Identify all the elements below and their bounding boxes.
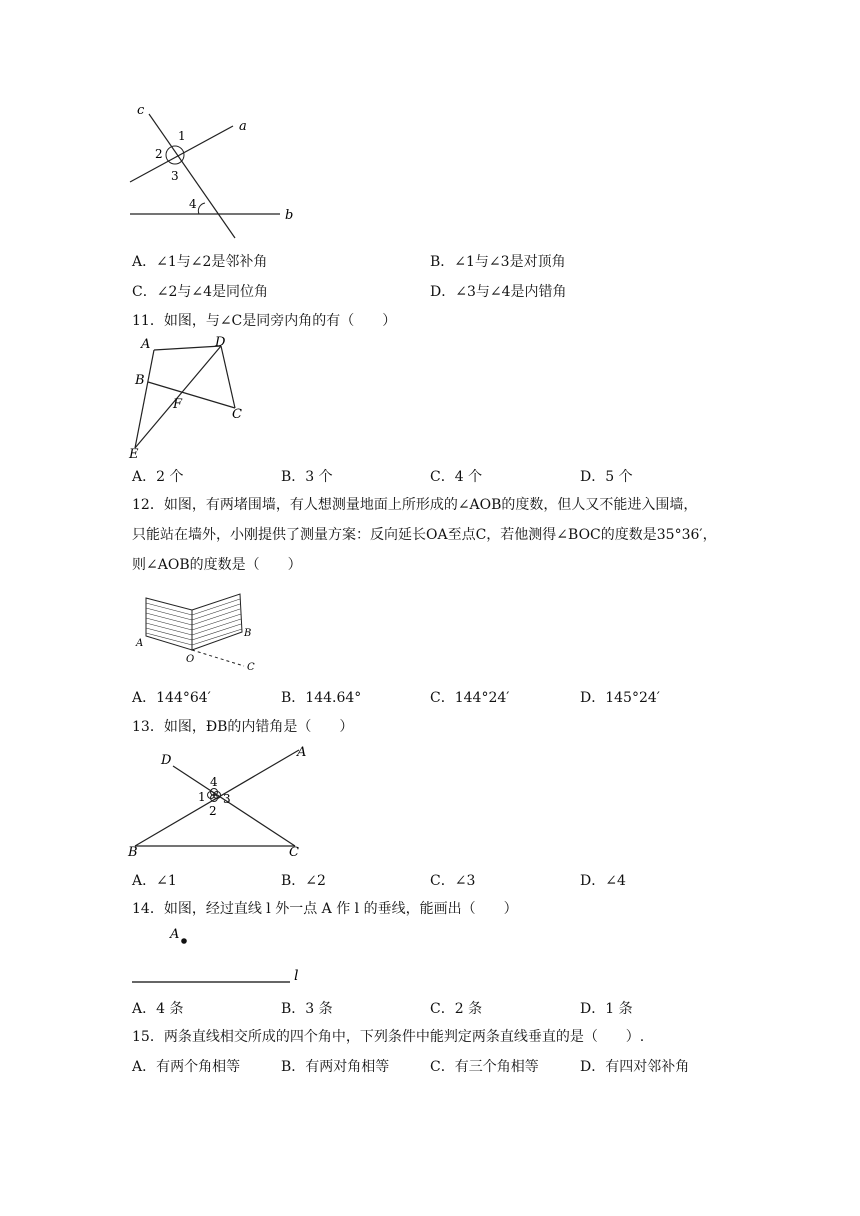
q14-stem: 14．如图，经过直线 l 外一点 A 作 l 的垂线，能画出（ ） [132,901,518,917]
q10-figure [125,98,305,243]
q12-wall-figure [132,590,272,672]
q13-label-2: 2 [209,804,217,818]
q10-option-a: A．∠1与∠2是邻补角 [132,254,268,270]
q11-option-b: B．3 个 [281,469,333,485]
q14-figure [128,922,318,992]
q14-option-b: B．3 条 [281,1001,333,1017]
q13-label-3: 3 [223,792,231,806]
q12-stem-line-3: 则∠AOB的度数是（ ） [132,557,302,573]
q12-stem-line-1: 12．如图，有两堵围墙，有人想测量地面上所形成的∠AOB的度数，但人又不能进入围墙， [132,497,698,513]
q11-label-c: C [232,407,242,422]
q15-option-c: C．有三个角相等 [430,1059,539,1075]
q11-figure [125,332,255,460]
q12-label-o: O [186,654,195,665]
q10-label-c: c [137,103,145,118]
q11-option-a: A．2 个 [132,469,184,485]
q13-label-4: 4 [210,775,218,789]
q10-label-2: 2 [155,147,163,161]
q11-label-a: A [141,337,151,352]
q10-label-b: b [285,208,294,223]
q14-option-d: D．1 条 [580,1001,633,1017]
q11-label-d: D [215,335,226,350]
q10-option-b: B．∠1与∠3是对顶角 [430,254,566,270]
q15-stem: 15．两条直线相交所成的四个角中，下列条件中能判定两条直线垂直的是（ ）. [132,1029,645,1045]
q14-label-l: l [294,968,299,984]
q12-stem-line-2: 只能站在墙外，小刚提供了测量方案：反向延长OA至点C，若他测得∠BOC的度数是35°36′， [132,527,717,543]
q13-figure [125,742,315,858]
q13-label-a: A [297,745,307,760]
q14-label-a: A [170,927,180,942]
q15-option-d: D．有四对邻补角 [580,1059,690,1075]
q12-label-c: C [247,662,255,672]
q10-label-a: a [239,119,247,134]
q12-option-c: C．144°24′ [430,690,510,706]
q13-option-b: B．∠2 [281,873,326,889]
q12-label-a: A [136,638,144,649]
q13-label-c: C [289,845,299,858]
q12-option-a: A．144°64′ [132,690,211,706]
q14-option-c: C．2 条 [430,1001,483,1017]
q11-option-c: C．4 个 [430,469,483,485]
q10-label-1: 1 [178,129,186,143]
q10-label-3: 3 [171,169,179,183]
q15-option-a: A．有两个角相等 [132,1059,241,1075]
q11-option-d: D．5 个 [580,469,633,485]
q13-label-d: D [161,753,172,768]
q14-option-a: A．4 条 [132,1001,184,1017]
point-a [181,938,187,944]
q11-stem: 11．如图，与∠C是同旁内角的有（ ） [132,313,397,329]
q13-option-c: C．∠3 [430,873,476,889]
q10-label-4: 4 [189,197,197,211]
q11-label-f: F [173,397,183,412]
q10-option-d: D．∠3与∠4是内错角 [430,284,567,300]
q13-stem: 13．如图，ÐB的内错角是（ ） [132,719,354,735]
q10-option-c: C．∠2与∠4是同位角 [132,284,268,300]
q15-option-b: B．有两对角相等 [281,1059,390,1075]
q13-option-d: D．∠4 [580,873,626,889]
q11-label-b: B [135,373,145,388]
q13-label-1: 1 [198,790,206,804]
q12-option-d: D．145°24′ [580,690,660,706]
q12-option-b: B．144.64° [281,690,362,706]
q13-option-a: A．∠1 [132,873,177,889]
q12-label-b: B [244,628,252,639]
q13-label-b: B [128,845,138,858]
q11-label-e: E [129,447,139,460]
